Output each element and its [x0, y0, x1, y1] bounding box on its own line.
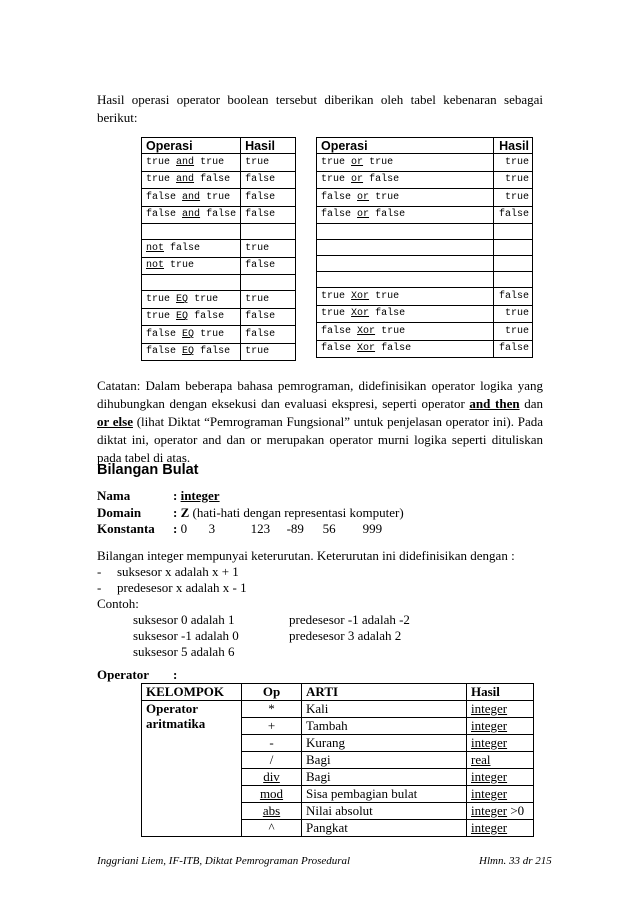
example-left: suksesor 5 adalah 6: [133, 644, 235, 659]
operation-cell: [142, 326, 241, 344]
definition-label: Konstanta: [97, 521, 155, 536]
operator-table: [141, 683, 534, 837]
result-cell: true: [494, 323, 533, 341]
operator-keyword: and: [182, 191, 201, 203]
operator-keyword: and: [176, 174, 195, 186]
operand: false: [321, 343, 352, 355]
table-row: [142, 240, 296, 258]
result-cell: false: [494, 206, 533, 224]
operator-keyword: or: [357, 191, 370, 203]
operation-cell: [317, 340, 494, 358]
note-paragraph: [97, 377, 543, 467]
operation-cell: [142, 171, 241, 189]
group-cell: [142, 701, 242, 837]
op-cell: div: [242, 769, 302, 786]
constant-value: 123: [250, 521, 271, 536]
ordering-item: - predesesor x adalah x - 1: [97, 580, 247, 595]
operand: false: [146, 191, 177, 203]
operand: false: [200, 346, 231, 358]
operator-keyword: not: [146, 242, 165, 254]
table-row: [317, 206, 533, 224]
operand: true: [321, 156, 346, 168]
operand: false: [321, 191, 352, 203]
result-cell: [241, 275, 296, 291]
result-cell: [494, 272, 533, 288]
operation-cell: [317, 224, 494, 240]
arti-cell: Kali: [302, 701, 467, 718]
operand: true: [146, 174, 171, 186]
op-cell: abs: [242, 803, 302, 820]
operation-cell: [142, 343, 241, 361]
example-left: suksesor -1 adalah 0: [133, 628, 239, 643]
table-row: [317, 305, 533, 323]
result-cell: true: [241, 154, 296, 172]
result-cell: false: [494, 288, 533, 306]
operand: true: [146, 311, 171, 323]
definition-konstanta: Konstanta : 0 3 123 -89 56 999: [97, 521, 383, 536]
operation-cell: [142, 189, 241, 207]
ordering-text: Bilangan integer mempunyai keterurutan. Keterurutan ini didefinisikan dengan :: [97, 548, 515, 563]
table-row: [142, 189, 296, 207]
result-cell: [494, 256, 533, 272]
definition-label: Domain: [97, 505, 142, 520]
or-else-keyword: or else: [97, 414, 133, 429]
op-cell: -: [242, 735, 302, 752]
table-row: [317, 224, 533, 240]
operation-cell: [317, 256, 494, 272]
operand: false: [375, 308, 406, 320]
table-header: Hasil: [467, 684, 534, 701]
table-header: Hasil: [494, 138, 533, 154]
table-row: [142, 206, 296, 224]
table-header: ARTI: [302, 684, 467, 701]
operation-cell: [317, 288, 494, 306]
hasil-cell: real: [467, 752, 534, 769]
table-row: [142, 326, 296, 344]
result-cell: false: [494, 340, 533, 358]
table-header: Hasil: [241, 138, 296, 154]
op-cell: +: [242, 718, 302, 735]
operand: false: [206, 209, 237, 221]
constant-value: 3: [208, 521, 216, 536]
arti-cell: Bagi: [302, 769, 467, 786]
ordering-item: - suksesor x adalah x + 1: [97, 564, 239, 579]
result-cell: [494, 224, 533, 240]
truth-table-left: [141, 137, 296, 361]
operator-label: Operator :: [97, 667, 178, 682]
operation-cell: [142, 224, 241, 240]
table-row: [317, 323, 533, 341]
operand: true: [146, 293, 171, 305]
arti-cell: Kurang: [302, 735, 467, 752]
operation-cell: [142, 308, 241, 326]
hasil-cell: integer: [467, 786, 534, 803]
operator-keyword: not: [146, 260, 165, 272]
op-cell: mod: [242, 786, 302, 803]
operator-keyword: Xor: [351, 290, 370, 302]
result-cell: false: [241, 171, 296, 189]
table-row: [142, 171, 296, 189]
operation-cell: [317, 323, 494, 341]
table-row: [317, 288, 533, 306]
operator-keyword: and: [182, 209, 201, 221]
operation-cell: [317, 272, 494, 288]
operator-keyword: EQ: [176, 311, 189, 323]
table-row: [317, 171, 533, 189]
arti-cell: Bagi: [302, 752, 467, 769]
table-row: [142, 701, 534, 718]
operand: true: [321, 174, 346, 186]
operand: true: [146, 156, 171, 168]
operand: true: [375, 290, 400, 302]
hasil-cell: integer: [467, 820, 534, 837]
operation-cell: [317, 154, 494, 172]
arti-cell: Tambah: [302, 718, 467, 735]
result-cell: false: [241, 189, 296, 207]
operation-cell: [142, 154, 241, 172]
op-cell: *: [242, 701, 302, 718]
op-cell: ^: [242, 820, 302, 837]
op-cell: /: [242, 752, 302, 769]
table-row: [317, 189, 533, 207]
operator-keyword: EQ: [182, 328, 195, 340]
operand: true: [200, 156, 225, 168]
table-row: [317, 340, 533, 358]
footer-right: Hlmn. 33 dr 215: [479, 855, 552, 867]
group-label: Operator: [146, 701, 198, 716]
constant-value: -89: [286, 521, 304, 536]
result-cell: true: [241, 291, 296, 309]
operator-keyword: and: [176, 156, 195, 168]
note-text: Catatan: Dalam beberapa bahasa pemrograman, didefinisikan operator logika yang dihubungkan dengan eksekusi dan evaluasi ekspresi, seperti operator: [97, 378, 543, 411]
operand: false: [146, 209, 177, 221]
note-text: dan: [519, 396, 543, 411]
operation-cell: [317, 189, 494, 207]
table-row: [142, 257, 296, 275]
table-header: Op: [242, 684, 302, 701]
result-cell: true: [241, 343, 296, 361]
result-cell: true: [494, 305, 533, 323]
truth-table-right: [316, 137, 533, 358]
operator-keyword: or: [351, 156, 364, 168]
definition-nama: Nama : integer: [97, 488, 220, 503]
operand: false: [194, 311, 225, 323]
hasil-cell: integer: [467, 701, 534, 718]
table-header: Operasi: [317, 138, 494, 154]
operator-keyword: EQ: [176, 293, 189, 305]
hasil-cell: integer: [467, 735, 534, 752]
result-cell: [494, 240, 533, 256]
operand: true: [369, 156, 394, 168]
table-row: [142, 308, 296, 326]
operation-cell: [317, 206, 494, 224]
note-text: (lihat Diktat “Pemrograman Fungsional” untuk penjelasan operator ini). Pada diktat ini, operator and dan or merupakan operator murni logika seperti dituliskan pada tabel di atas.: [97, 414, 543, 465]
operation-cell: [142, 291, 241, 309]
result-cell: [241, 224, 296, 240]
table-row: [142, 224, 296, 240]
operand: false: [381, 343, 412, 355]
operand: false: [200, 174, 231, 186]
operation-cell: [317, 171, 494, 189]
arti-cell: Pangkat: [302, 820, 467, 837]
hasil-cell: integer: [467, 718, 534, 735]
definition-value: (hati-hati dengan representasi komputer): [192, 505, 404, 520]
table-header: Operasi: [142, 138, 241, 154]
definition-domain: Domain : Z (hati-hati dengan representasi komputer): [97, 505, 404, 520]
operand: true: [170, 260, 195, 272]
example-left: suksesor 0 adalah 1: [133, 612, 235, 627]
result-cell: true: [494, 189, 533, 207]
example-right: predesesor 3 adalah 2: [289, 628, 402, 643]
constant-value: 56: [322, 521, 336, 536]
table-row: [317, 240, 533, 256]
operand: false: [375, 209, 406, 221]
operation-cell: [317, 240, 494, 256]
table-row: [142, 275, 296, 291]
operand: true: [321, 290, 346, 302]
operand: false: [170, 242, 201, 254]
arti-cell: Sisa pembagian bulat: [302, 786, 467, 803]
table-row: [317, 256, 533, 272]
table-row: [142, 154, 296, 172]
operator-keyword: EQ: [182, 346, 195, 358]
section-title: Bilangan Bulat: [97, 462, 199, 478]
operation-cell: [142, 257, 241, 275]
hasil-cell: integer >0: [467, 803, 534, 820]
result-cell: true: [494, 154, 533, 172]
operator-keyword: or: [357, 209, 370, 221]
operation-cell: [142, 275, 241, 291]
footer-left: Inggriani Liem, IF-ITB, Diktat Pemrograman Prosedural: [97, 855, 351, 867]
group-label: aritmatika: [146, 716, 206, 731]
result-cell: false: [241, 257, 296, 275]
operator-keyword: Xor: [357, 325, 376, 337]
example-right: predesesor -1 adalah -2: [289, 612, 410, 627]
result-cell: false: [241, 326, 296, 344]
result-cell: true: [241, 240, 296, 258]
hasil-cell: integer: [467, 769, 534, 786]
constant-value: 0: [180, 521, 188, 536]
domain-symbol: Z: [180, 505, 190, 520]
table-header: KELOMPOK: [142, 684, 242, 701]
table-row: [142, 291, 296, 309]
operator-keyword: Xor: [351, 308, 370, 320]
operand: false: [321, 209, 352, 221]
result-cell: false: [241, 206, 296, 224]
operand: true: [194, 293, 219, 305]
contoh-label: Contoh:: [97, 596, 139, 611]
result-cell: true: [494, 171, 533, 189]
result-cell: false: [241, 308, 296, 326]
operand: false: [146, 328, 177, 340]
operand: true: [206, 191, 231, 203]
operand: false: [146, 346, 177, 358]
intro-paragraph: Hasil operasi operator boolean tersebut diberikan oleh tabel kebenaran sebagai berikut:: [97, 92, 543, 125]
table-row: [317, 154, 533, 172]
constant-value: 999: [362, 521, 383, 536]
definition-label: Nama: [97, 488, 131, 503]
operand: true: [200, 328, 225, 340]
operand: true: [381, 325, 406, 337]
operator-keyword: or: [351, 174, 364, 186]
operand: true: [321, 308, 346, 320]
table-row: [142, 343, 296, 361]
table-row: [317, 272, 533, 288]
operation-cell: [142, 206, 241, 224]
operation-cell: [317, 305, 494, 323]
operator-keyword: Xor: [357, 343, 376, 355]
operand: false: [369, 174, 400, 186]
and-then-keyword: and then: [469, 396, 520, 411]
operation-cell: [142, 240, 241, 258]
definition-value: integer: [180, 488, 220, 503]
arti-cell: Nilai absolut: [302, 803, 467, 820]
operand: true: [375, 191, 400, 203]
operand: false: [321, 325, 352, 337]
